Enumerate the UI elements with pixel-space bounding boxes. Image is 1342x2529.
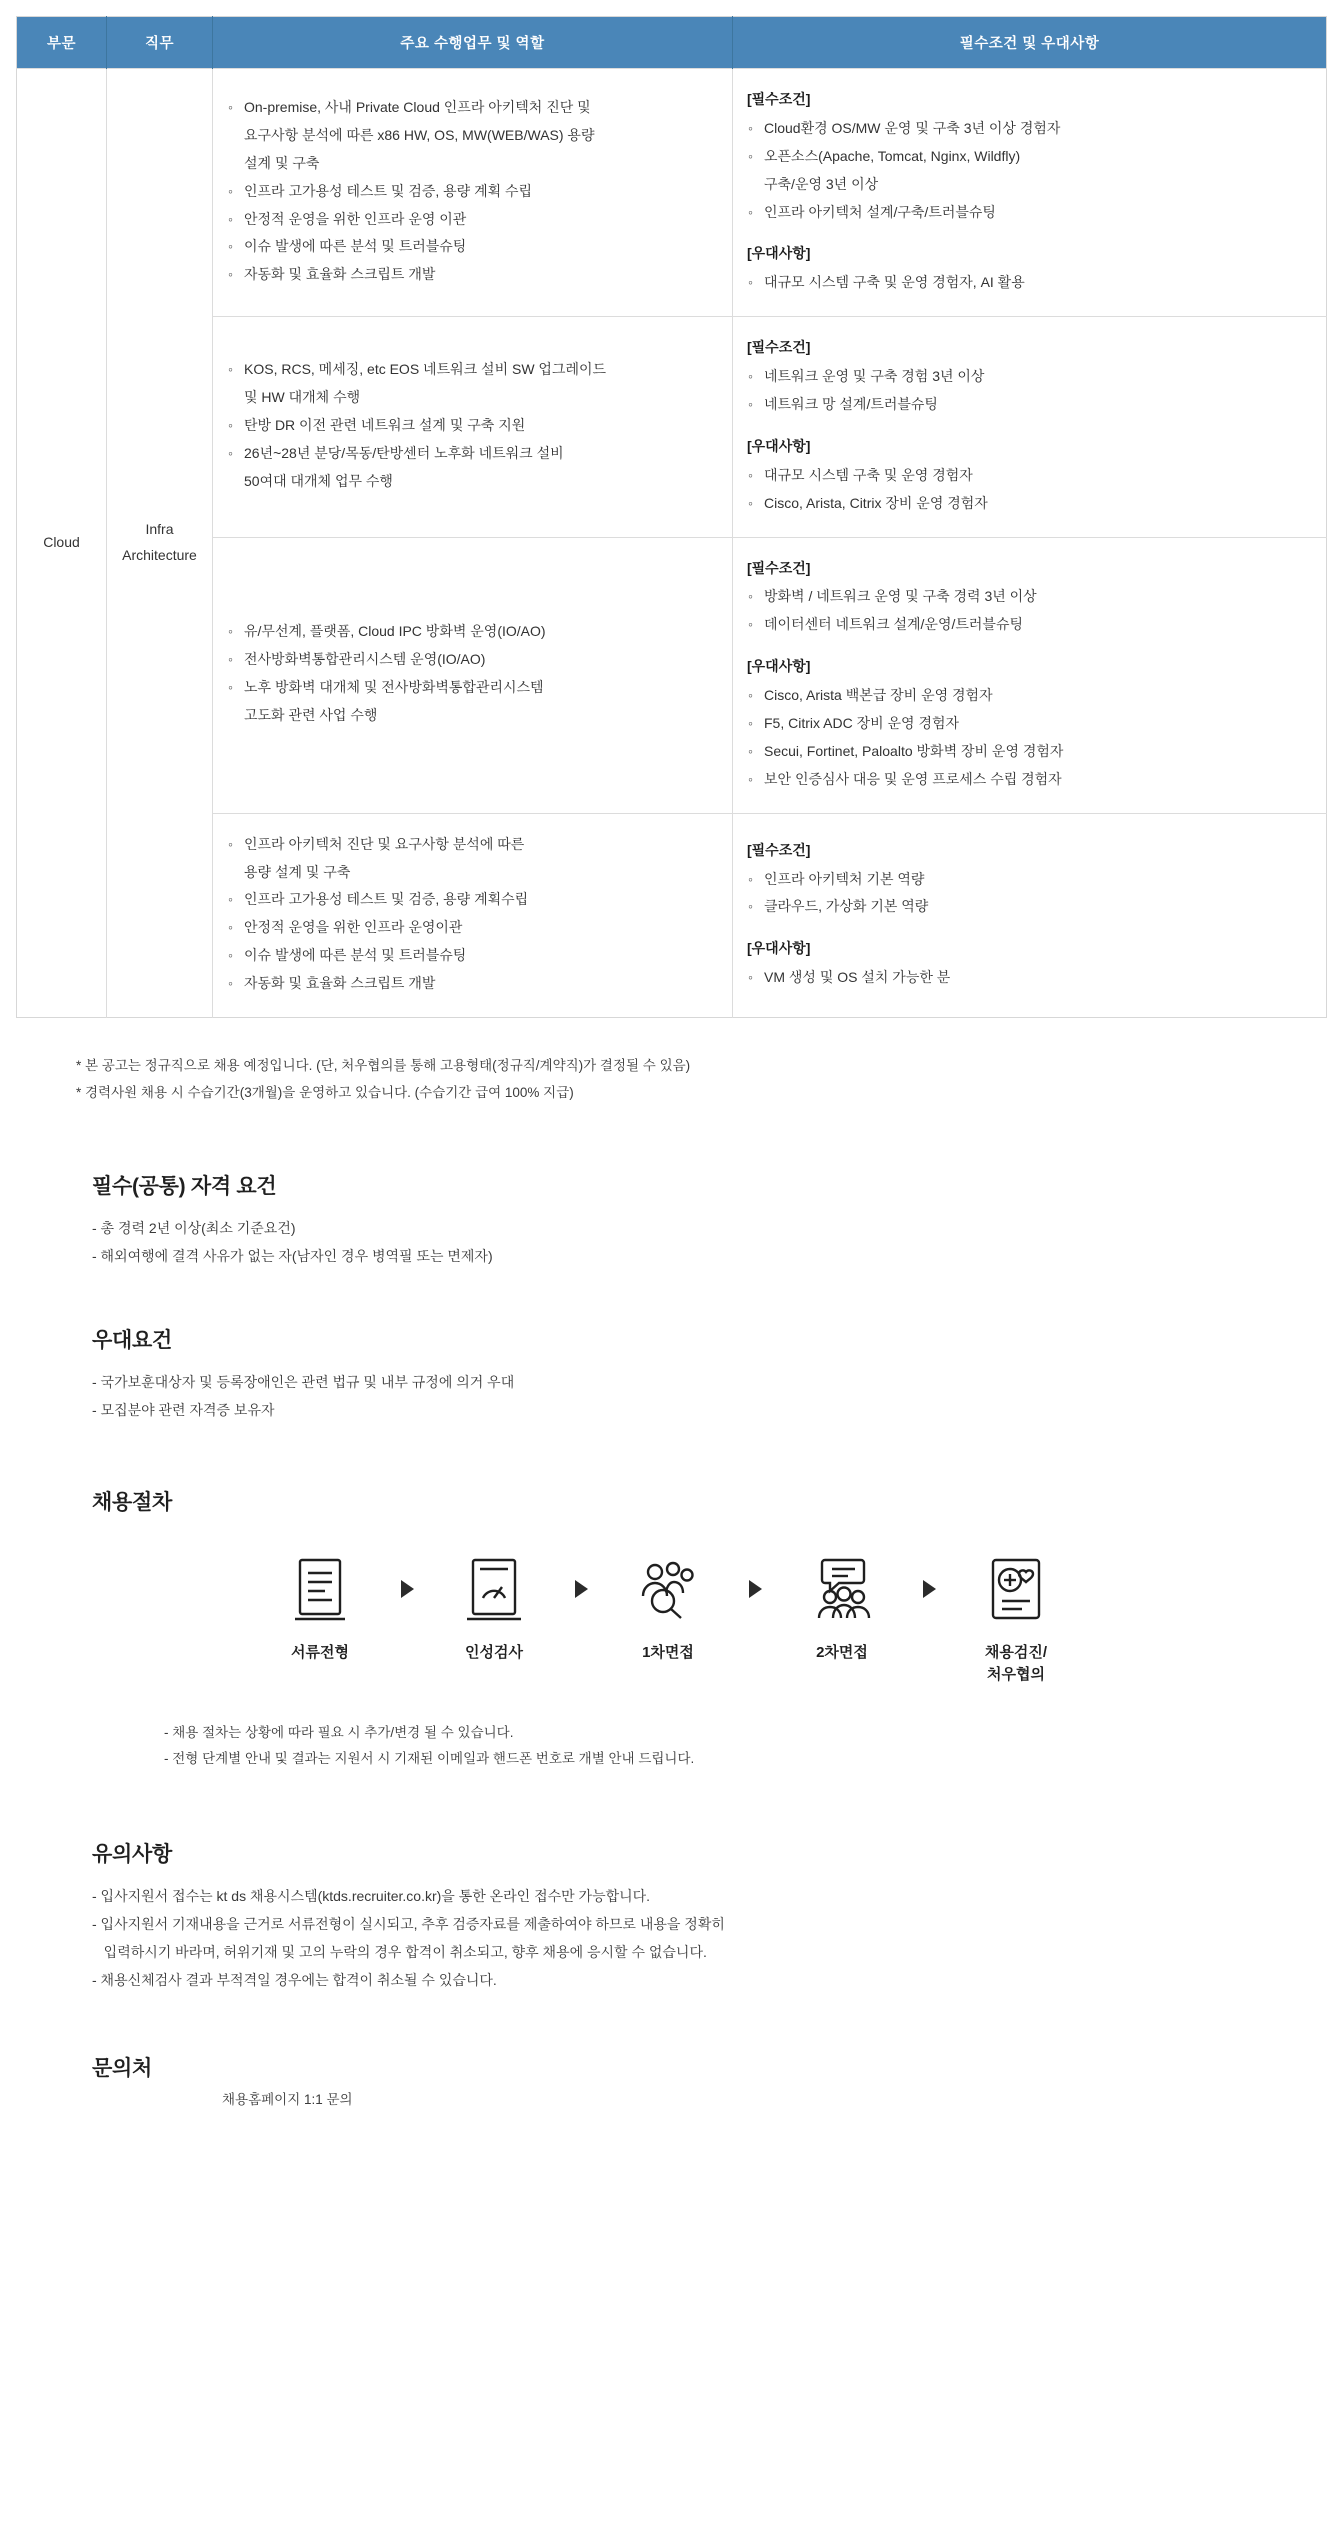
list-item: ◦ Cloud환경 OS/MW 운영 및 구축 3년 이상 경험자 — [747, 116, 1312, 142]
contact-section — [0, 2052, 1342, 2108]
cell-duties-1 — [213, 317, 733, 537]
list-item: ◦ 안정적 운영을 위한 인프라 운영이관 — [227, 915, 718, 941]
duties-list-1 — [227, 357, 718, 494]
list-item: ◦ 인프라 아키텍처 진단 및 요구사항 분석에 따른 — [227, 832, 718, 858]
preferred-label-0: [우대사항] — [747, 245, 811, 262]
hiring-process-notes — [92, 1720, 1302, 1773]
table-row — [17, 69, 1327, 317]
caution-lines — [92, 1882, 1302, 1994]
list-item: ◦ 보안 인증심사 대응 및 운영 프로세스 수립 경험자 — [747, 767, 1312, 793]
job-table — [16, 16, 1327, 1018]
list-item: ◦ 대규모 시스템 구축 및 운영 경험자, AI 활용 — [747, 270, 1312, 296]
preferred-qualification-line: - 모집분야 관련 자격증 보유자 — [92, 1402, 275, 1419]
hiring-process-title: 채용절차 — [92, 1491, 172, 1515]
preferred-label-1: [우대사항] — [747, 437, 811, 454]
table-body — [17, 69, 1327, 1018]
caution-line: - 입사지원서 접수는 kt ds 채용시스템(ktds.recruiter.co.kr)을 통한 온라인 접수만 가능합니다. — [92, 1888, 651, 1905]
preferred-label-3: [우대사항] — [747, 940, 811, 957]
process-step-3 — [608, 1552, 728, 1664]
hiring-process-note: - 채용 절차는 상황에 따라 필요 시 추가/변경 될 수 있습니다. — [164, 1724, 514, 1740]
cell-requirements-2 — [733, 537, 1327, 813]
preferred-list-0 — [747, 270, 1312, 296]
preferred-qualifications-section — [0, 1324, 1342, 1424]
required-label-3: [필수조건] — [747, 841, 811, 858]
process-step-4 — [782, 1552, 902, 1664]
col-header-duties: 주요 수행업무 및 역할 — [213, 17, 733, 69]
role-line-1: Infra — [145, 521, 174, 538]
cell-duties-0 — [213, 69, 733, 317]
list-item: 용량 설계 및 구축 — [244, 863, 351, 880]
list-item: ◦ 안정적 운영을 위한 인프라 운영 이관 — [227, 207, 718, 233]
cell-dept: Cloud — [17, 69, 107, 1018]
list-item: ◦ 인프라 고가용성 테스트 및 검증, 용량 계획 수립 — [227, 179, 718, 205]
required-qualification-line: - 해외여행에 결격 사유가 없는 자(남자인 경우 병역필 또는 면제자) — [92, 1248, 493, 1265]
list-item: ◦ F5, Citrix ADC 장비 운영 경험자 — [747, 711, 1312, 737]
table-header-row — [17, 17, 1327, 69]
health-check-icon — [956, 1552, 1076, 1626]
preferred-list-2 — [747, 683, 1312, 793]
cell-duties-2 — [213, 537, 733, 813]
required-list-1 — [747, 364, 1312, 418]
list-item: ◦ 네트워크 운영 및 구축 경험 3년 이상 — [747, 364, 1312, 390]
caution-section — [0, 1838, 1342, 1994]
preferred-qualification-line: - 국가보훈대상자 및 등록장애인은 관련 법규 및 내부 규정에 의거 우대 — [92, 1374, 515, 1391]
process-step-2 — [434, 1552, 554, 1664]
process-step-label: 1차면접 — [642, 1644, 694, 1662]
required-qualifications-title: 필수(공통) 자격 요건 — [92, 1175, 277, 1199]
list-item: ◦ VM 생성 및 OS 설치 가능한 분 — [747, 965, 1312, 991]
footnote-2: * 경력사원 채용 시 수습기간(3개월)을 운영하고 있습니다. (수습기간 급여 100% 지급) — [76, 1085, 574, 1101]
list-item: ◦ 이슈 발생에 따른 분석 및 트러블슈팅 — [227, 943, 718, 969]
table-header — [17, 17, 1327, 69]
col-header-dept: 부문 — [17, 17, 107, 69]
list-item: 및 HW 대개체 수행 — [244, 389, 361, 406]
duties-list-2 — [227, 619, 718, 729]
list-item: ◦ 자동화 및 효율화 스크립트 개발 — [227, 971, 718, 997]
list-item: ◦ 대규모 시스템 구축 및 운영 경험자 — [747, 463, 1312, 489]
list-item: ◦ 탄방 DR 이전 관련 네트워크 설계 및 구축 지원 — [227, 413, 718, 439]
triangle-right-icon — [554, 1552, 608, 1626]
list-item: 설계 및 구축 — [244, 154, 320, 171]
list-item: ◦ 자동화 및 효율화 스크립트 개발 — [227, 262, 718, 288]
list-item: ◦ 클라우드, 가상화 기본 역량 — [747, 894, 1312, 920]
required-qualifications-lines — [92, 1214, 1302, 1270]
triangle-right-icon — [380, 1552, 434, 1626]
list-item: ◦ 26년~28년 분당/목동/탄방센터 노후화 네트워크 설비 — [227, 441, 718, 467]
preferred-label-2: [우대사항] — [747, 658, 811, 675]
process-step-1 — [260, 1552, 380, 1664]
list-item: 50여대 대개체 업무 수행 — [244, 472, 393, 489]
table-footnotes — [0, 1052, 1342, 1106]
preferred-list-3 — [747, 965, 1312, 991]
gauge-icon — [434, 1552, 554, 1626]
list-item: ◦ 전사방화벽통합관리시스템 운영(IO/AO) — [227, 647, 718, 673]
cell-requirements-3 — [733, 813, 1327, 1017]
required-label-2: [필수조건] — [747, 559, 811, 576]
job-table-section — [0, 0, 1342, 1018]
hiring-process-note: - 전형 단계별 안내 및 결과는 지원서 시 기재된 이메일과 핸드폰 번호로 개별 안내 드립니다. — [164, 1750, 695, 1766]
list-item: 구축/운영 3년 이상 — [764, 175, 879, 192]
preferred-qualifications-lines — [92, 1368, 1302, 1424]
table-row — [17, 317, 1327, 537]
list-item: ◦ 노후 방화벽 대개체 및 전사방화벽통합관리시스템 — [227, 675, 718, 701]
list-item: ◦ 오픈소스(Apache, Tomcat, Nginx, Wildfly) — [747, 144, 1312, 170]
process-step-label: 2차면접 — [816, 1644, 868, 1662]
contact-title: 문의처 — [92, 2057, 152, 2081]
caution-line: - 입사지원서 기재내용을 근거로 서류전형이 실시되고, 추후 검증자료를 제출하여야 하므로 내용을 정확히 입력하시기 바라며, 허위기재 및 고의 누락의 경우 합격이 취소되고, 향후 채용에 응시할 수 없습니다. — [92, 1916, 725, 1961]
duties-list-3 — [227, 832, 718, 997]
list-item: ◦ 네트워크 망 설계/트러블슈팅 — [747, 392, 1312, 418]
triangle-right-icon — [902, 1552, 956, 1626]
required-label-1: [필수조건] — [747, 339, 811, 356]
list-item: ◦ Cisco, Arista, Citrix 장비 운영 경험자 — [747, 491, 1312, 517]
cell-requirements-1 — [733, 317, 1327, 537]
caution-line: - 채용신체검사 결과 부적격일 경우에는 합격이 취소될 수 있습니다. — [92, 1972, 497, 1989]
col-header-role: 직무 — [107, 17, 213, 69]
list-item: ◦ 인프라 고가용성 테스트 및 검증, 용량 계획수립 — [227, 887, 718, 913]
required-qualifications-section — [0, 1170, 1342, 1270]
table-row — [17, 813, 1327, 1017]
contact-info: 채용홈페이지 1:1 문의 — [222, 2092, 353, 2108]
required-list-0 — [747, 116, 1312, 226]
list-item: ◦ 인프라 아키텍처 기본 역량 — [747, 867, 1312, 893]
list-item: ◦ 이슈 발생에 따른 분석 및 트러블슈팅 — [227, 234, 718, 260]
footnote-1: * 본 공고는 정규직으로 채용 예정입니다. (단, 처우협의를 통해 고용형태(정규직/계약직)가 결정될 수 있음) — [76, 1058, 691, 1074]
list-item: ◦ 방화벽 / 네트워크 운영 및 구축 경력 3년 이상 — [747, 584, 1312, 610]
interview-icon — [782, 1552, 902, 1626]
list-item: ◦ On-premise, 사내 Private Cloud 인프라 아키텍처 진단 및 — [227, 95, 718, 121]
process-step-label: 채용검진/ 처우협의 — [984, 1644, 1048, 1683]
process-step-5 — [956, 1552, 1076, 1686]
list-item: 고도화 관련 사업 수행 — [244, 707, 378, 724]
table-row — [17, 537, 1327, 813]
document-icon — [260, 1552, 380, 1626]
caution-title: 유의사항 — [92, 1843, 172, 1867]
preferred-qualifications-title: 우대요건 — [92, 1329, 172, 1353]
list-item: ◦ Cisco, Arista 백본급 장비 운영 경험자 — [747, 683, 1312, 709]
required-list-2 — [747, 584, 1312, 638]
people-search-icon — [608, 1552, 728, 1626]
list-item: ◦ Secui, Fortinet, Paloalto 방화벽 장비 운영 경험자 — [747, 739, 1312, 765]
cell-requirements-0 — [733, 69, 1327, 317]
required-list-3 — [747, 867, 1312, 921]
duties-list-0 — [227, 95, 718, 288]
hiring-process-flow — [92, 1530, 1302, 1686]
list-item: ◦ KOS, RCS, 메세징, etc EOS 네트워크 설비 SW 업그레이드 — [227, 357, 718, 383]
required-qualification-line: - 총 경력 2년 이상(최소 기준요건) — [92, 1220, 296, 1237]
process-step-label: 서류전형 — [291, 1644, 349, 1662]
list-item: ◦ 유/무선계, 플랫폼, Cloud IPC 방화벽 운영(IO/AO) — [227, 619, 718, 645]
role-line-2: Architecture — [122, 547, 197, 564]
hiring-process-section — [0, 1486, 1342, 1772]
process-step-label: 인성검사 — [465, 1644, 523, 1662]
cell-role — [107, 69, 213, 1018]
col-header-requirements: 필수조건 및 우대사항 — [733, 17, 1327, 69]
required-label-0: [필수조건] — [747, 91, 811, 107]
preferred-list-1 — [747, 463, 1312, 517]
list-item: ◦ 데이터센터 네트워크 설계/운영/트러블슈팅 — [747, 612, 1312, 638]
triangle-right-icon — [728, 1552, 782, 1626]
list-item: 요구사항 분석에 따른 x86 HW, OS, MW(WEB/WAS) 용량 — [244, 126, 595, 143]
cell-duties-3 — [213, 813, 733, 1017]
list-item: ◦ 인프라 아키텍처 설계/구축/트러블슈팅 — [747, 200, 1312, 226]
